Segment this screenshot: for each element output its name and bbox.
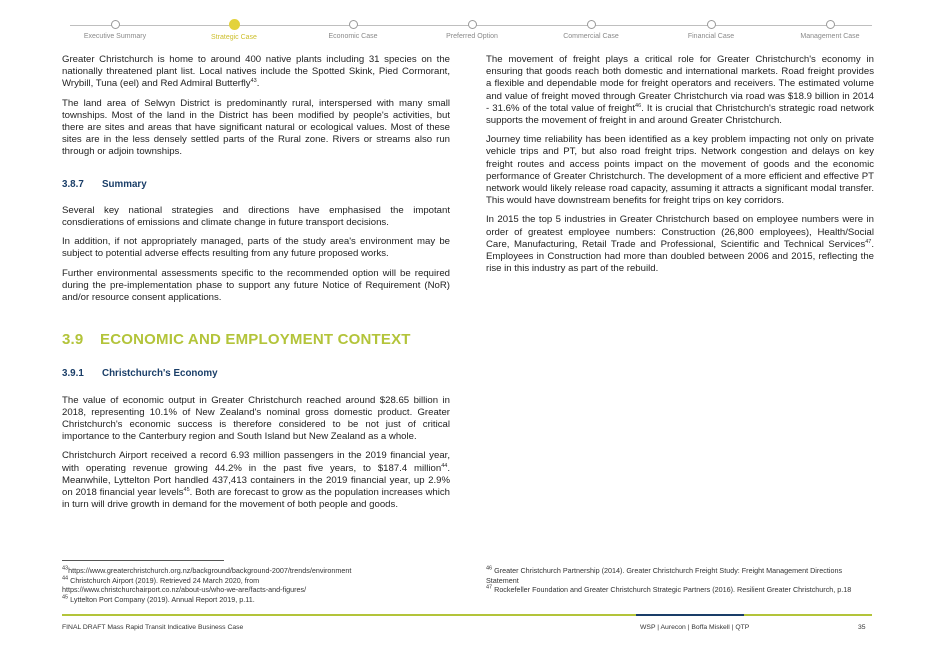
paragraph — [486, 214, 874, 275]
footer-rule — [62, 614, 636, 616]
heading-title: ECONOMIC AND EMPLOYMENT CONTEXT — [100, 331, 411, 349]
paragraph — [486, 54, 874, 127]
right-column — [486, 54, 874, 282]
left-column — [62, 54, 450, 518]
step-financial-case[interactable] — [651, 14, 771, 40]
text: . Meanwhile, Lyttelton Port handled 437,413 containers in the 2019 financial year, up 2.9% on 2018 financial year levels — [62, 462, 450, 499]
heading-number: 3.9 — [62, 331, 84, 349]
step-label: Strategic Case — [211, 34, 257, 41]
section-heading-3-9 — [62, 331, 450, 349]
text: The movement of freight plays a critical role for Greater Christchurch's economy in ensuring that goods reach both domestic and international markets. Road freight provides a flexible and dependable mode for freight operators and receivers. The estimated volume and value of freight moved through Greater Christchurch via road was $18.9 billion in 2014 - 31.6% of the total value of freight — [486, 54, 874, 114]
paragraph: In addition, if not appropriately managed, parts of the study area's environment may be subject to potential adverse effects resulting from any future proposed works. — [62, 236, 450, 260]
text: . Both are forecast to grow as the population increases which in turn will drive growth in demand for the movement of both people and goods. — [62, 487, 450, 511]
paragraph: Further environmental assessments specific to the recommended option will be required during the pre-implementation phase to support any future Notice of Requirement (NoR) and/or resource consent applications. — [62, 267, 450, 304]
footnote — [62, 566, 452, 576]
text: Christchurch Airport received a record 6.93 million passengers in the 2019 financial year, with operating revenue growing 44.2% in the past five years, to $187.4 million — [62, 450, 450, 474]
step-label: Executive Summary — [83, 33, 147, 40]
footnote-ref[interactable]: 43 — [250, 78, 257, 85]
footer-doc-title: FINAL DRAFT Mass Rapid Transit Indicative Business Case — [62, 624, 244, 631]
step-dot — [111, 20, 120, 29]
paragraph: The value of economic output in Greater Christchurch reached around $28.65 billion in 2018, representing 10.1% of New Zealand's nominal gross domestic product. Greater Christchurch's economic success is therefore considered to be not just of critical importance to the Canterbury region and South Island but New Zealand as a whole. — [62, 394, 450, 443]
step-management-case[interactable] — [770, 14, 890, 40]
footnote-number: 47 — [486, 584, 493, 591]
footnote-text: Rockefeller Foundation and Greater Christchurch Strategic Partners (2016). Resilient Greater Christchurch, p.18 — [492, 585, 852, 595]
footer-rule — [744, 614, 872, 616]
paragraph — [62, 450, 450, 511]
step-executive-summary[interactable] — [55, 14, 175, 40]
step-dot — [826, 20, 835, 29]
footnote-ref[interactable]: 45 — [183, 486, 190, 493]
heading-title: Christchurch's Economy — [102, 368, 218, 380]
footnote — [62, 595, 452, 605]
heading-number: 3.9.1 — [62, 368, 84, 380]
paragraph — [62, 54, 450, 91]
step-label: Economic Case — [328, 33, 378, 40]
footnote-ref[interactable]: 46 — [635, 102, 642, 109]
footnote — [62, 576, 452, 586]
step-dot — [349, 20, 358, 29]
footnotes-right — [486, 566, 876, 595]
heading-number: 3.8.7 — [62, 178, 84, 190]
paragraph: Journey time reliability has been identified as a key problem impacting not only on private vehicle trips and PT, but also road freight trips. Network congestion and delays on key freight routes and access points impact on the movement of goods and the economic performance of Greater Christchurch. The development of a more efficient and effective PT network would likely release road capacity, assuming it attracts a significant modal transfer. This would have downstream benefits for freight trips on key corridors. — [486, 134, 874, 207]
subsection-heading-3-8-7 — [62, 179, 450, 191]
step-label: Management Case — [800, 33, 860, 40]
footer-authors: WSP | Aurecon | Boffa Miskell | QTP — [640, 624, 750, 631]
step-economic-case[interactable] — [293, 14, 413, 40]
footnotes-left — [62, 566, 452, 604]
footnote-number: 46 — [486, 565, 493, 572]
step-preferred-option[interactable] — [412, 14, 532, 40]
page-number: 35 — [858, 624, 866, 631]
footnote-ref[interactable]: 44 — [441, 462, 448, 469]
footnote-ref[interactable]: 47 — [865, 238, 872, 245]
footnote-text: Greater Christchurch Partnership (2014). Greater Christchurch Freight Study: Freight Management Directions Statement — [486, 566, 843, 585]
footnote-number: 43 — [62, 565, 69, 572]
footnote-rule — [62, 560, 224, 561]
text: In 2015 the top 5 industries in Greater Christchurch based on employee numbers were in order of greatest employee numbers: Construction (26,800 employees), Health/Social Care, Manufacturing, Retail Trade and Professional, Scientific and Technical Services — [486, 214, 874, 250]
subsection-heading-3-9-1 — [62, 368, 450, 380]
step-dot — [707, 20, 716, 29]
step-label: Preferred Option — [446, 33, 498, 40]
step-label: Financial Case — [687, 33, 735, 40]
step-commercial-case[interactable] — [531, 14, 651, 40]
footnote-link[interactable]: https://www.greaterchristchurch.org.nz/background/background-2007/trends/environment — [68, 566, 352, 575]
footnote-number: 44 — [62, 575, 69, 582]
text: Greater Christchurch is home to around 400 native plants including 31 species on the nationally threatened plant list. Local natives include the Spotted Skink, Pied Cormorant, Wrybill, Tuna (eel) and Red Admiral Butterfly — [62, 54, 450, 90]
footnote-link[interactable]: https://www.christchurchairport.co.nz/about-us/who-we-are/facts-and-figures/ — [62, 585, 307, 595]
step-dot-active — [229, 19, 240, 30]
heading-title: Summary — [102, 178, 147, 190]
footnote — [486, 585, 876, 595]
text: . — [256, 78, 260, 90]
text: . It is crucial that Christchurch's strategic road network supports the movement of freight in and around Greater Christchurch. — [486, 102, 874, 127]
footnote-text: Christchurch Airport (2019). Retrieved 24 March 2020, from — [68, 575, 260, 585]
footer-rule-accent — [636, 614, 744, 616]
step-strategic-case[interactable] — [174, 14, 294, 41]
footnote-text: Lyttelton Port Company (2019). Annual Report 2019, p.11. — [68, 594, 255, 604]
case-progress-bar — [70, 14, 872, 44]
step-label: Commercial Case — [563, 33, 619, 40]
step-dot — [587, 20, 596, 29]
footnote — [62, 585, 452, 595]
paragraph: The land area of Selwyn District is predominantly rural, interspersed with many small townships. Most of the land in the District has been modified by people's activities, but there are sites and areas that have significant natural or ecological values. Most of these sites are in the less densely settled parts of the Rural zone. Rivers or streams also run through or adjoin townships. — [62, 97, 450, 158]
footnote — [486, 566, 876, 585]
step-dot — [468, 20, 477, 29]
footnote-number: 45 — [62, 594, 69, 601]
text: . Employees in Construction had more than doubled between 2006 and 2015, reflecting the rise in this industry as part of the rebuild. — [486, 238, 874, 275]
paragraph: Several key national strategies and directions have emphasised the impotant consdierations of emissions and climate change in future transport decisions. — [62, 204, 450, 229]
